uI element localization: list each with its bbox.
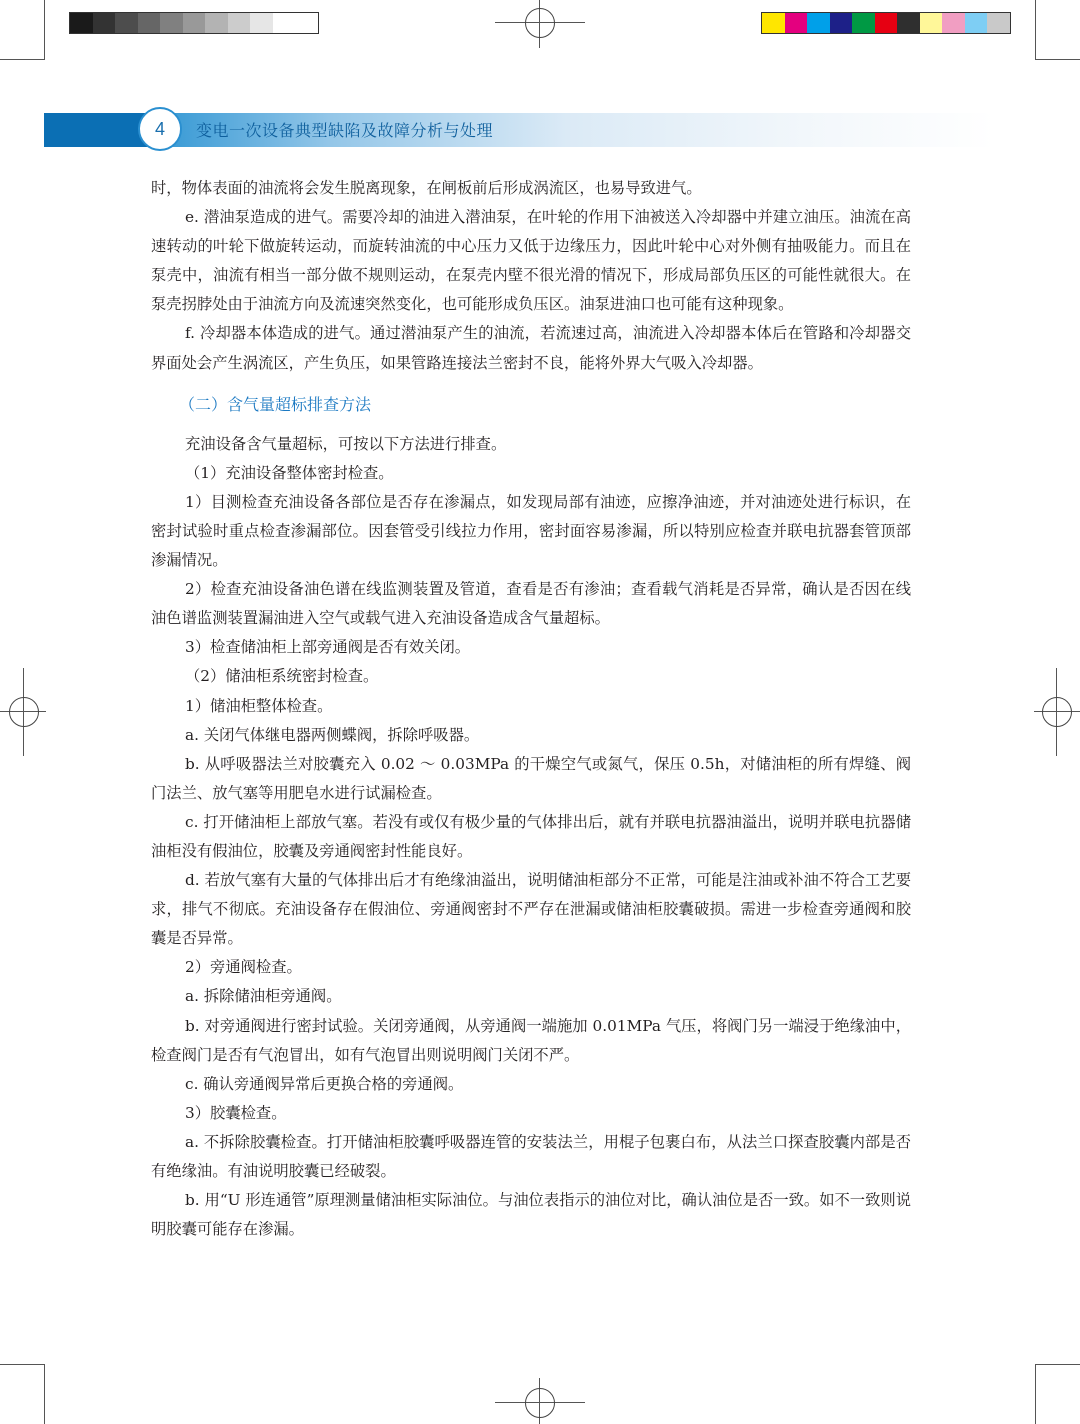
crop-mark bbox=[0, 59, 44, 60]
color-swatch bbox=[852, 13, 875, 33]
crop-mark bbox=[1036, 1364, 1080, 1365]
color-swatch bbox=[762, 13, 785, 33]
color-swatch bbox=[830, 13, 853, 33]
page-body bbox=[151, 174, 911, 1244]
color-swatch bbox=[93, 13, 116, 33]
grayscale-calibration-bar bbox=[69, 12, 319, 34]
crop-mark bbox=[1035, 0, 1036, 60]
paragraph: d. 若放气塞有大量的气体排出后才有绝缘油溢出，说明储油柜部分不正常，可能是注油或补油不符合工艺要求，排气不彻底。充油设备存在假油位、旁通阀密封不严存在泄漏或储油柜胶囊破损。需进一步检查旁通阀和胶囊是否异常。 bbox=[151, 871, 911, 948]
paragraph: b. 用“U 形连通管”原理测量储油柜实际油位。与油位表指示的油位对比，确认油位是否一致。如不一致则说明胶囊可能存在渗漏。 bbox=[151, 1191, 911, 1239]
section-heading: （二）含气量超标排查方法 bbox=[179, 394, 372, 414]
paragraph: （2）储油柜系统密封检查。 bbox=[185, 667, 379, 686]
color-swatch bbox=[807, 13, 830, 33]
page-number: 4 bbox=[138, 107, 182, 151]
registration-circle bbox=[525, 8, 555, 38]
color-swatch bbox=[965, 13, 988, 33]
registration-circle bbox=[525, 1388, 555, 1418]
color-swatch bbox=[273, 13, 296, 33]
color-swatch bbox=[115, 13, 138, 33]
paragraph: b. 从呼吸器法兰对胶囊充入 0.02 ～ 0.03MPa 的干燥空气或氮气，保压 0.5h，对储油柜的所有焊缝、阀门法兰、放气塞等用肥皂水进行试漏检查。 bbox=[151, 754, 911, 802]
color-swatch bbox=[250, 13, 273, 33]
registration-circle bbox=[9, 697, 39, 727]
color-swatch bbox=[987, 13, 1010, 33]
color-swatch bbox=[942, 13, 965, 33]
registration-circle bbox=[1042, 697, 1072, 727]
color-swatch bbox=[183, 13, 206, 33]
paragraph: f. 冷却器本体造成的进气。通过潜油泵产生的油流，若流速过高，油流进入冷却器本体后在管路和冷却器交界面处会产生涡流区，产生负压，如果管路连接法兰密封不良，能将外界大气吸入冷却器。 bbox=[151, 324, 911, 372]
color-swatch bbox=[920, 13, 943, 33]
color-swatch bbox=[138, 13, 161, 33]
crop-mark bbox=[1036, 59, 1080, 60]
paragraph: e. 潜油泵造成的进气。需要冷却的油进入潜油泵，在叶轮的作用下油被送入冷却器中并建立油压。油流在高速转动的叶轮下做旋转运动，而旋转油流的中心压力又低于边缘压力，因此叶轮中心对外侧有抽吸能力。而且在泵壳中，油流有相当一部分做不规则运动，在泵壳内壁不很光滑的情况下，形成局部负压区的可能性就很大。在泵壳拐脖处由于油流方向及流速突然变化，也可能形成负压区。油泵进油口也可能有这种现象。 bbox=[151, 208, 911, 314]
paragraph: 2）检查充油设备油色谱在线监测装置及管道，查看是否有渗油；查看载气消耗是否异常，确认是否因在线油色谱监测装置漏油进入空气或载气进入充油设备造成含气量超标。 bbox=[151, 580, 911, 628]
paragraph: a. 不拆除胶囊检查。打开储油柜胶囊呼吸器连管的安装法兰，用棍子包裹白布，从法兰口探查胶囊内部是否有绝缘油。有油说明胶囊已经破裂。 bbox=[151, 1132, 911, 1180]
crop-mark bbox=[0, 1364, 44, 1365]
running-title: 变电一次设备典型缺陷及故障分析与处理 bbox=[196, 121, 494, 140]
crop-mark bbox=[1035, 1364, 1036, 1424]
color-swatch bbox=[160, 13, 183, 33]
paragraph: a. 关闭气体继电器两侧蝶阀，拆除呼吸器。 bbox=[185, 725, 480, 744]
color-swatch bbox=[70, 13, 93, 33]
color-swatch bbox=[205, 13, 228, 33]
header-band bbox=[44, 113, 994, 147]
paragraph: 3）胶囊检查。 bbox=[185, 1103, 287, 1122]
paragraph: 2）旁通阀检查。 bbox=[185, 958, 302, 977]
crop-mark bbox=[44, 1364, 45, 1424]
color-swatch bbox=[228, 13, 251, 33]
paragraph-group-after bbox=[151, 430, 911, 1245]
paragraph: c. 打开储油柜上部放气塞。若没有或仅有极少量的气体排出后，就有并联电抗器油溢出，说明并联电抗器储油柜没有假油位，胶囊及旁通阀密封性能良好。 bbox=[151, 812, 911, 860]
paragraph: 3）检查储油柜上部旁通阀是否有效关闭。 bbox=[185, 638, 471, 657]
color-swatch bbox=[897, 13, 920, 33]
paragraph: （1）充油设备整体密封检查。 bbox=[185, 463, 394, 482]
paragraph: 1）储油柜整体检查。 bbox=[185, 696, 333, 715]
paragraph: c. 确认旁通阀异常后更换合格的旁通阀。 bbox=[185, 1074, 464, 1093]
crop-mark bbox=[44, 0, 45, 60]
paragraph: 时，物体表面的油流将会发生脱离现象，在闸板前后形成涡流区，也易导致进气。 bbox=[151, 179, 702, 197]
color-swatch bbox=[785, 13, 808, 33]
paragraph: 1）目测检查充油设备各部位是否存在渗漏点，如发现局部有油迹，应擦净油迹，并对油迹处进行标识，在密封试验时重点检查渗漏部位。因套管受引线拉力作用，密封面容易渗漏，所以特别应检查并联电抗器套管顶部渗漏情况。 bbox=[151, 492, 911, 570]
color-calibration-bar bbox=[761, 12, 1011, 34]
paragraph: b. 对旁通阀进行密封试验。关闭旁通阀，从旁通阀一端施加 0.01MPa 气压，将阀门另一端浸于绝缘油中，检查阀门是否有气泡冒出，如有气泡冒出则说明阀门关闭不严。 bbox=[151, 1016, 911, 1064]
color-swatch bbox=[875, 13, 898, 33]
paragraph-group-before bbox=[151, 174, 911, 378]
paragraph: a. 拆除储油柜旁通阀。 bbox=[185, 987, 342, 1006]
paragraph: 充油设备含气量超标，可按以下方法进行排查。 bbox=[185, 434, 507, 453]
color-swatch bbox=[295, 13, 318, 33]
